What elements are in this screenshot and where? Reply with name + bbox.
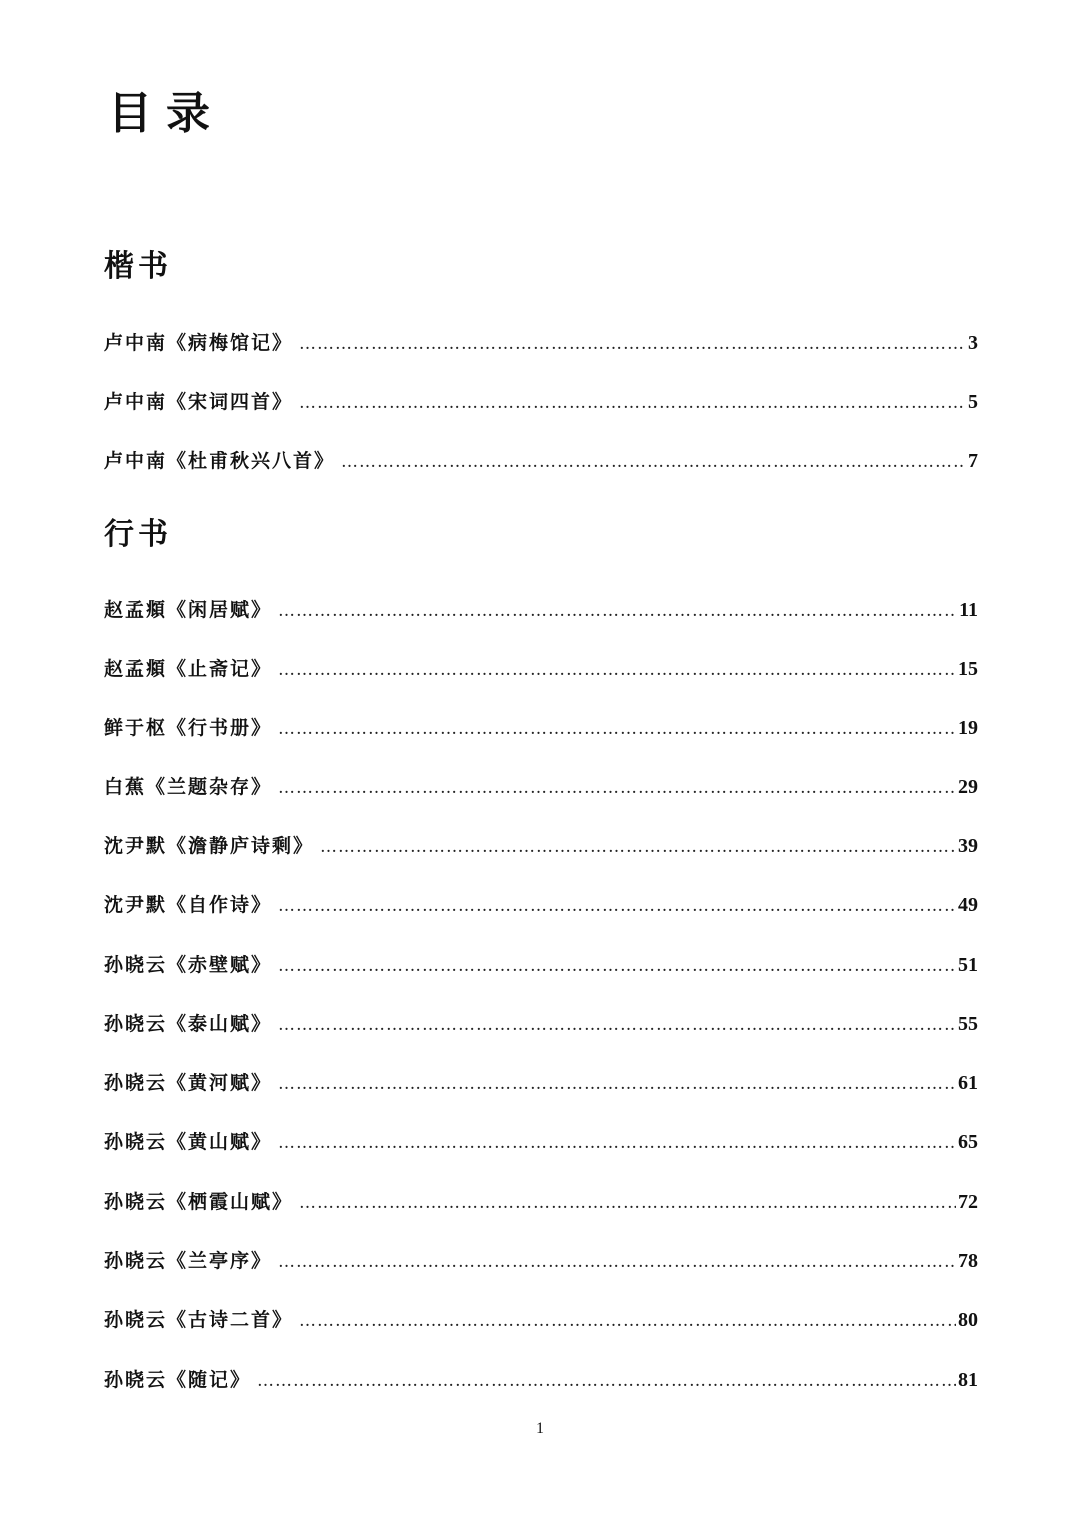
toc-entry-page: 39 [958,835,978,857]
dot-leader [278,773,956,803]
toc-entry-page: 19 [958,717,978,739]
toc-entry[interactable] [104,1068,978,1098]
toc-entry[interactable] [104,595,978,625]
toc-entry[interactable] [104,772,978,802]
toc-entry-title: 孙晓云《黄山赋》 [104,1131,273,1153]
dot-leader [278,714,956,744]
toc-entry-page: 65 [958,1131,978,1153]
toc-entry-title: 卢中南《病梅馆记》 [104,332,294,354]
dot-leader [278,1010,956,1040]
toc-entry-page: 15 [958,658,978,680]
toc-entry-title: 赵孟頫《止斋记》 [104,658,273,680]
dot-leader [341,447,966,477]
toc-entry-page: 78 [958,1250,978,1272]
dot-leader [320,832,956,862]
dot-leader [299,329,966,359]
dot-leader [278,951,956,981]
toc-entry[interactable] [104,831,978,861]
dot-leader [299,1188,956,1218]
dot-leader [278,891,956,921]
toc-entry-page: 49 [958,894,978,916]
toc-entry-title: 沈尹默《自作诗》 [104,894,273,916]
toc-entry[interactable] [104,1365,978,1395]
toc-entry-title: 沈尹默《澹静庐诗剩》 [104,835,315,857]
dot-leader [278,1069,956,1099]
toc-entry-page: 5 [968,391,978,413]
toc-entry-page: 72 [958,1191,978,1213]
toc-entry[interactable] [104,654,978,684]
toc-entry-title: 孙晓云《黄河赋》 [104,1072,273,1094]
toc-entry-title: 赵孟頫《闲居赋》 [104,599,273,621]
toc-entry-page: 61 [958,1072,978,1094]
toc-entry-title: 卢中南《宋词四首》 [104,391,294,413]
dot-leader [278,596,957,626]
dot-leader [299,1306,956,1336]
toc-entry-page: 80 [958,1309,978,1331]
toc-entry-page: 3 [968,332,978,354]
page-title: 目录 [108,88,224,139]
toc-entry[interactable] [104,1187,978,1217]
toc-entry[interactable] [104,950,978,980]
toc-entry-title: 孙晓云《古诗二首》 [104,1309,294,1331]
toc-entry-page: 7 [968,450,978,472]
toc-entry[interactable] [104,1305,978,1335]
toc-entry[interactable] [104,1246,978,1276]
toc-entry-title: 孙晓云《兰亭序》 [104,1250,273,1272]
toc-entry-page: 51 [958,954,978,976]
toc-entry-title: 孙晓云《随记》 [104,1369,252,1391]
section-heading-kaishu: 楷书 [104,249,172,284]
toc-entry-title: 鲜于枢《行书册》 [104,717,273,739]
toc-entry[interactable] [104,328,978,358]
section-heading-xingshu: 行书 [104,517,172,552]
toc-entry[interactable] [104,713,978,743]
toc-entry-page: 55 [958,1013,978,1035]
dot-leader [278,655,956,685]
toc-entry[interactable] [104,1127,978,1157]
dot-leader [278,1247,956,1277]
footer-page-number: 1 [536,1420,544,1437]
toc-entry-title: 孙晓云《栖霞山赋》 [104,1191,294,1213]
toc-entry-title: 卢中南《杜甫秋兴八首》 [104,450,336,472]
toc-entry[interactable] [104,890,978,920]
toc-entry[interactable] [104,1009,978,1039]
toc-entry[interactable] [104,446,978,476]
dot-leader [278,1128,956,1158]
dot-leader [257,1366,956,1396]
toc-entry-page: 29 [958,776,978,798]
toc-entry-title: 白蕉《兰题杂存》 [104,776,273,798]
toc-entry[interactable] [104,387,978,417]
toc-entry-title: 孙晓云《赤壁赋》 [104,954,273,976]
dot-leader [299,388,966,418]
toc-entry-title: 孙晓云《泰山赋》 [104,1013,273,1035]
toc-entry-page: 11 [959,599,978,621]
toc-entry-page: 81 [958,1369,978,1391]
